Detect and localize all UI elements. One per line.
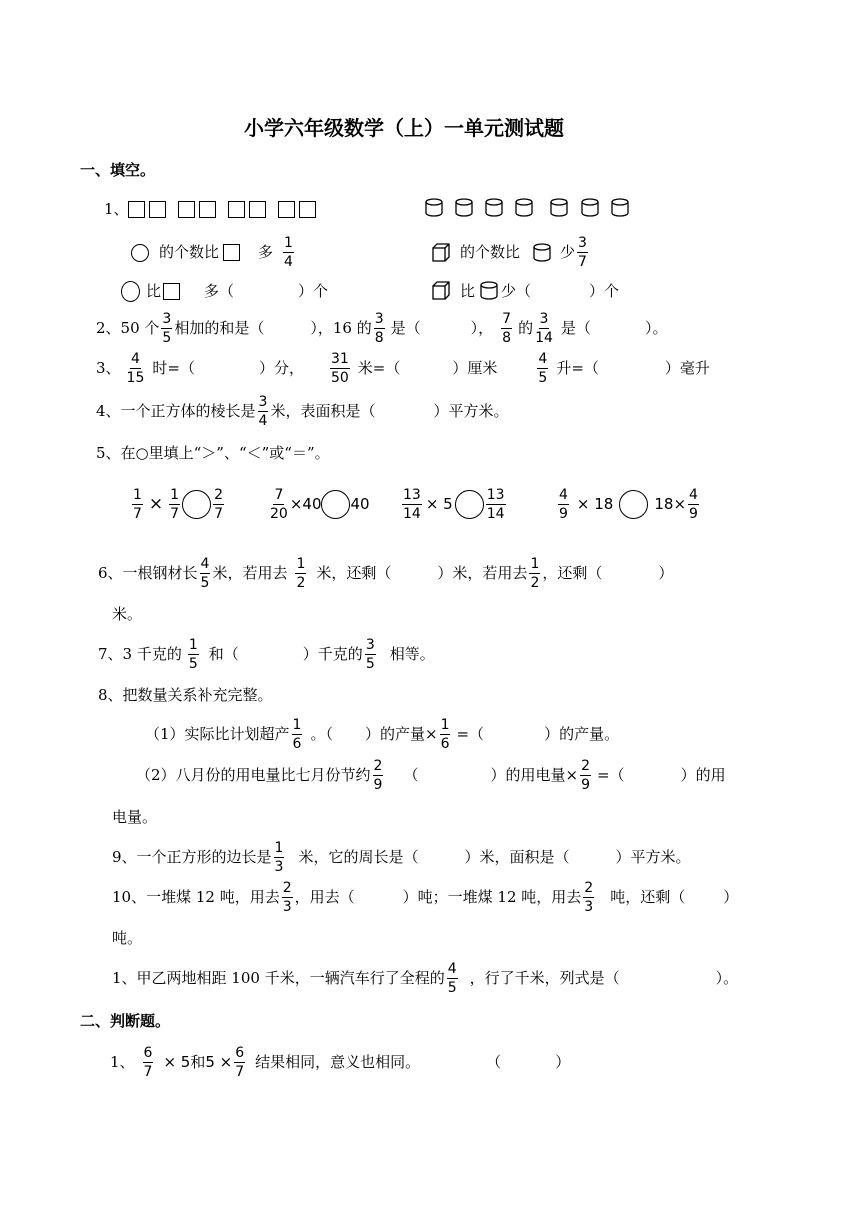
fraction: $\frac{2}{9}$: [373, 758, 383, 793]
question-11: 1、甲乙两地相距 100 千米，一辆汽车行了全程的 $\frac{4}{5}$ ，行了千米，列式是（ ）。: [112, 961, 739, 996]
fraction: $\frac{3}{5}$: [162, 311, 172, 346]
fraction: $\frac{1}{4}$: [284, 235, 293, 270]
section-heading-true-false: 二、判断题。: [80, 1012, 171, 1030]
fraction: $\frac{2}{3}$: [584, 880, 594, 915]
fraction: $\frac{2}{3}$: [282, 880, 292, 915]
fraction: $\frac{31}{50}$: [330, 351, 349, 386]
question-6-cont: 米。: [112, 605, 143, 623]
fraction: $\frac{4}{5}$: [447, 961, 457, 996]
cube-icon: [432, 281, 450, 301]
question-9: 9、一个正方形的边长是 $\frac{1}{3}$ 米，它的周长是（ ）米，面积是（ ）平方米。: [112, 840, 691, 875]
compare-circle-4[interactable]: [619, 490, 648, 519]
question-1-number: 1、: [104, 200, 129, 218]
fraction: $\frac{4}{15}$: [126, 351, 145, 386]
question-5-prompt: 5、在○里填上“＞”、“＜”或“＝”。: [96, 444, 330, 462]
fraction: $\frac{6}{7}$: [143, 1045, 153, 1080]
square-icon: [228, 201, 245, 218]
question-10: 10、一堆煤 12 吨，用去 $\frac{2}{3}$ ，用去（ ）吨；一堆煤 12 吨，用去 $\frac{2}{3}$ 吨，还剩（ ）: [112, 880, 739, 915]
fraction: $\frac{3}{5}$: [365, 637, 375, 672]
cylinder-icon: [532, 243, 552, 263]
q1-line3-left: 比 多（ ）个: [121, 281, 328, 302]
q1-line2-left: 的个数比 多 $\frac{1}{4}$: [131, 236, 296, 269]
fraction: $\frac{3}{7}$: [578, 235, 587, 270]
question-8-cont: 电量。: [112, 808, 158, 826]
fraction: $\frac{4}{5}$: [538, 351, 548, 386]
fraction: $\frac{4}{5}$: [200, 556, 210, 591]
square-icon: [199, 201, 216, 218]
circle-icon: [131, 244, 149, 262]
question-3: 3、 $\frac{4}{15}$ 时=（ ）分， $\frac{31}{50}$ 米=（ ）厘米 $\frac{4}{5}$ 升=（ ）毫升: [96, 351, 710, 386]
square-icon: [163, 283, 180, 300]
section-heading-fill-blank: 一、填空。: [80, 161, 156, 179]
fraction: $\frac{1}{6}$: [440, 717, 450, 752]
cylinder-icons: [424, 197, 636, 219]
question-2: 2、50 个 $\frac{3}{5}$ 相加的和是（ ），16 的 $\frac{3}{8}$ 是（ ）， $\frac{7}{8}$ 的 $\frac{3}{14}$ 是（ ）。: [96, 311, 668, 346]
fraction: $\frac{2}{9}$: [581, 758, 590, 793]
compare-circle-2[interactable]: [321, 490, 350, 519]
compare-circle-3[interactable]: [455, 490, 484, 519]
circle-icon: [121, 281, 140, 302]
fraction: $\frac{7}{8}$: [502, 311, 512, 346]
question-8-part-2: （2）八月份的用电量比七月份节约 $\frac{2}{9}$ （ ）的用电量× $\frac{2}{9}$ =（ ）的用: [136, 758, 726, 793]
question-4: 4、一个正方体的棱长是 $\frac{3}{4}$ 米，表面积是（ ）平方米。: [96, 394, 509, 429]
square-icon: [149, 201, 166, 218]
square-icon: [299, 201, 316, 218]
square-icon: [278, 201, 295, 218]
question-7: 7、3 千克的 $\frac{1}{5}$ 和（ ）千克的 $\frac{3}{5}$ 相等。: [98, 637, 435, 672]
q1-line2-right: 的个数比 少 $\frac{3}{7}$: [432, 236, 590, 269]
square-icon: [128, 201, 145, 218]
fraction: $\frac{6}{7}$: [235, 1045, 245, 1080]
fraction: $\frac{1}{5}$: [188, 637, 198, 672]
judge-question-1: 1、 $\frac{6}{7}$ × 5和5 × $\frac{6}{7}$ 结果相同，意义也相同。 （ ）: [110, 1045, 571, 1080]
square-icon: [178, 201, 195, 218]
fraction: $\frac{3}{4}$: [258, 394, 268, 429]
question-5-expr-4: $\frac{4}{9}$ × 18 18× $\frac{4}{9}$: [559, 487, 698, 522]
fraction: $\frac{3}{14}$: [535, 311, 553, 346]
cylinder-icon-row: [424, 197, 636, 219]
q1-line3-right: 比 少（ ）个: [432, 281, 619, 301]
square-icon: [223, 244, 240, 261]
question-5-expr-2: $\frac{7}{20}$ ×40 40: [270, 487, 370, 522]
fraction: $\frac{1}{6}$: [292, 717, 302, 752]
question-5-expr-3: $\frac{13}{14}$ × 5 $\frac{13}{14}$: [403, 487, 505, 522]
cube-icon: [432, 243, 450, 263]
question-5-expr-1: $\frac{1}{7}$ × $\frac{1}{7}$ $\frac{2}{7}$: [133, 487, 224, 522]
question-10-cont: 吨。: [112, 929, 143, 947]
square-icon: [249, 201, 266, 218]
fraction: $\frac{1}{2}$: [296, 556, 306, 591]
question-8-part-1: （1）实际比计划超产 $\frac{1}{6}$ 。（ ）的产量× $\frac{1}{6}$ =（ ）的产量。: [145, 717, 620, 752]
compare-circle-1[interactable]: [182, 490, 211, 519]
fraction: $\frac{1}{2}$: [530, 556, 540, 591]
cylinder-icon: [479, 281, 499, 301]
square-icon-row: [128, 201, 320, 218]
question-6: 6、一根钢材长 $\frac{4}{5}$ 米，若用去 $\frac{1}{2}$ 米，还剩（ ）米，若用去 $\frac{1}{2}$ ，还剩（ ）: [98, 556, 674, 591]
fraction: $\frac{3}{8}$: [374, 311, 384, 346]
page-title: 小学六年级数学（上）一单元测试题: [244, 116, 564, 140]
question-8-prompt: 8、把数量关系补充完整。: [98, 686, 273, 704]
fraction: $\frac{1}{3}$: [274, 840, 284, 875]
